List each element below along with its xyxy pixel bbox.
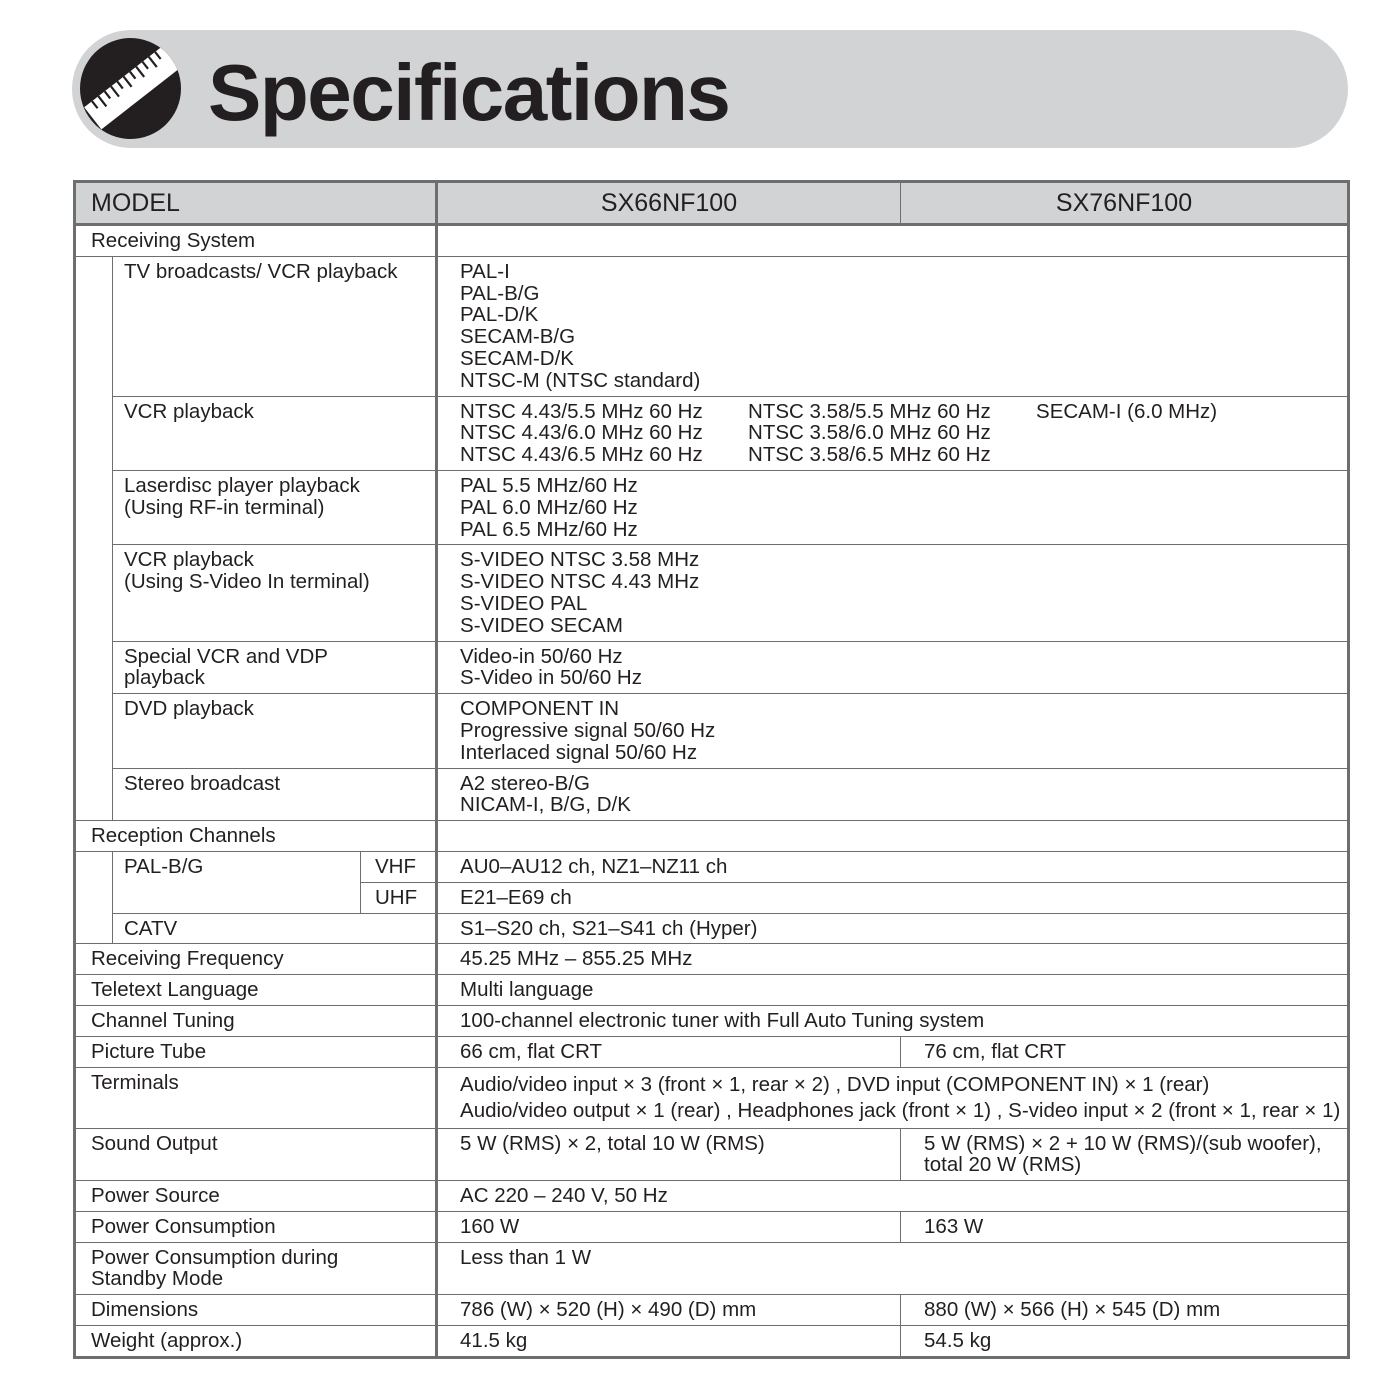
table-row xyxy=(75,1067,1349,1128)
label-line: Special VCR and VDP xyxy=(124,644,328,668)
weight-label: Weight (approx.) xyxy=(75,1326,437,1358)
list-item: NTSC 4.43/6.0 MHz 60 Hz xyxy=(460,421,703,445)
table-row xyxy=(75,396,1349,470)
power-consumption-model1: 160 W xyxy=(437,1211,901,1242)
tv-vcr-label: TV broadcasts/ VCR playback xyxy=(113,256,437,396)
vhf-label: VHF xyxy=(361,851,437,882)
table-row xyxy=(75,225,1349,257)
label-line: Laserdisc player playback xyxy=(124,473,360,497)
teletext-value: Multi language xyxy=(437,975,1349,1006)
special-vcr-label xyxy=(113,641,437,694)
stereo-broadcast-value xyxy=(437,768,1349,821)
spec-table xyxy=(73,180,1350,1359)
power-source-value: AC 220 – 240 V, 50 Hz xyxy=(437,1181,1349,1212)
list-item: Audio/video input × 3 (front × 1, rear × 2) , DVD input (COMPONENT IN) × 1 (rear) xyxy=(460,1072,1210,1096)
list-item: S-VIDEO SECAM xyxy=(460,613,623,637)
table-row xyxy=(75,851,1349,882)
list-item: PAL 6.0 MHz/60 Hz xyxy=(460,495,638,519)
list-item: Video-in 50/60 Hz xyxy=(460,644,623,668)
special-vcr-value xyxy=(437,641,1349,694)
list-item: PAL-B/G xyxy=(460,281,540,305)
table-row xyxy=(75,1128,1349,1181)
list-item: NTSC 4.43/6.5 MHz 60 Hz xyxy=(460,443,703,467)
indent-cell xyxy=(75,851,113,943)
table-row xyxy=(75,1326,1349,1358)
table-row xyxy=(75,256,1349,396)
label-line: Power Consumption during xyxy=(91,1245,339,1269)
list-item: SECAM-D/K xyxy=(460,346,574,370)
model1-header: SX66NF100 xyxy=(437,182,901,225)
label-line: (Using S-Video In terminal) xyxy=(124,570,370,594)
table-row xyxy=(75,1211,1349,1242)
table-row xyxy=(75,1295,1349,1326)
list-item: PAL-I xyxy=(460,259,510,283)
dimensions-model2: 880 (W) × 566 (H) × 545 (D) mm xyxy=(901,1295,1349,1326)
channel-tuning-label: Channel Tuning xyxy=(75,1005,437,1036)
weight-model2: 54.5 kg xyxy=(901,1326,1349,1358)
dimensions-label: Dimensions xyxy=(75,1295,437,1326)
reception-channels-value xyxy=(437,821,1349,852)
table-row xyxy=(75,768,1349,821)
channel-tuning-value: 100-channel electronic tuner with Full Auto Tuning system xyxy=(437,1005,1349,1036)
label-line: VCR playback xyxy=(124,548,254,572)
terminals-label: Terminals xyxy=(75,1067,437,1128)
pal-bg-label: PAL-B/G xyxy=(113,851,361,913)
list-item: COMPONENT IN xyxy=(460,697,620,721)
vhf-value: AU0–AU12 ch, NZ1–NZ11 ch xyxy=(437,851,1349,882)
receiving-system-value xyxy=(437,225,1349,257)
reception-channels-label: Reception Channels xyxy=(75,821,437,852)
power-consumption-model2: 163 W xyxy=(901,1211,1349,1242)
table-row xyxy=(75,694,1349,768)
model2-header: SX76NF100 xyxy=(901,182,1349,225)
tv-vcr-value xyxy=(437,256,1349,396)
power-source-label: Power Source xyxy=(75,1181,437,1212)
list-item: S-Video in 50/60 Hz xyxy=(460,666,642,690)
power-consumption-label: Power Consumption xyxy=(75,1211,437,1242)
table-row xyxy=(75,1242,1349,1295)
list-item: PAL 6.5 MHz/60 Hz xyxy=(460,517,638,541)
list-item: NICAM-I, B/G, D/K xyxy=(460,793,631,817)
table-row xyxy=(75,913,1349,944)
laserdisc-label xyxy=(113,470,437,544)
list-item: SECAM-I (6.0 MHz) xyxy=(1036,399,1218,423)
dimensions-model1: 786 (W) × 520 (H) × 490 (D) mm xyxy=(437,1295,901,1326)
dvd-playback-value xyxy=(437,694,1349,768)
list-item: NTSC-M (NTSC standard) xyxy=(460,368,701,392)
ruler-icon xyxy=(80,38,181,139)
list-item: PAL-D/K xyxy=(460,303,539,327)
indent-cell xyxy=(75,256,113,820)
dvd-playback-label: DVD playback xyxy=(113,694,437,768)
svideo-label xyxy=(113,545,437,641)
table-row xyxy=(75,641,1349,694)
vcr-playback-label: VCR playback xyxy=(113,396,437,470)
receiving-frequency-value: 45.25 MHz – 855.25 MHz xyxy=(437,944,1349,975)
teletext-label: Teletext Language xyxy=(75,975,437,1006)
list-item: S-VIDEO NTSC 3.58 MHz xyxy=(460,548,700,572)
table-row xyxy=(75,975,1349,1006)
table-row xyxy=(75,1005,1349,1036)
catv-label: CATV xyxy=(113,913,437,944)
list-item: Interlaced signal 50/60 Hz xyxy=(460,740,698,764)
uhf-value: E21–E69 ch xyxy=(437,882,1349,913)
table-row xyxy=(75,944,1349,975)
sound-output-label: Sound Output xyxy=(75,1128,437,1181)
sound-output-model1: 5 W (RMS) × 2, total 10 W (RMS) xyxy=(437,1128,901,1181)
list-item: PAL 5.5 MHz/60 Hz xyxy=(460,473,638,497)
list-item: Progressive signal 50/60 Hz xyxy=(460,718,716,742)
label-line: playback xyxy=(124,666,205,690)
model-header: MODEL xyxy=(75,182,437,225)
list-item: NTSC 3.58/5.5 MHz 60 Hz xyxy=(748,399,991,423)
list-item: SECAM-B/G xyxy=(460,325,576,349)
table-row xyxy=(75,1036,1349,1067)
list-item: NTSC 4.43/5.5 MHz 60 Hz xyxy=(460,399,703,423)
table-row xyxy=(75,545,1349,641)
receiving-system-label: Receiving System xyxy=(75,225,437,257)
catv-value: S1–S20 ch, S21–S41 ch (Hyper) xyxy=(437,913,1349,944)
table-header-row xyxy=(75,182,1349,225)
list-item: Audio/video output × 1 (rear) , Headphones jack (front × 1) , S-video input × 2 (front × 1, rear × 1) xyxy=(460,1098,1341,1122)
label-line: (Using RF-in terminal) xyxy=(124,495,325,519)
terminals-value xyxy=(437,1067,1349,1128)
uhf-label: UHF xyxy=(361,882,437,913)
picture-tube-label: Picture Tube xyxy=(75,1036,437,1067)
sound-output-model2 xyxy=(901,1128,1349,1181)
standby-label xyxy=(75,1242,437,1295)
list-item: S-VIDEO NTSC 4.43 MHz xyxy=(460,570,700,594)
laserdisc-value xyxy=(437,470,1349,544)
vcr-playback-value xyxy=(437,396,1349,470)
label-line: Standby Mode xyxy=(91,1267,224,1291)
list-item: A2 stereo-B/G xyxy=(460,771,590,795)
list-item: S-VIDEO PAL xyxy=(460,591,588,615)
table-row xyxy=(75,821,1349,852)
picture-tube-model1: 66 cm, flat CRT xyxy=(437,1036,901,1067)
page-title: Specifications xyxy=(208,48,730,137)
list-item: NTSC 3.58/6.0 MHz 60 Hz xyxy=(748,421,991,445)
table-row xyxy=(75,470,1349,544)
list-item: NTSC 3.58/6.5 MHz 60 Hz xyxy=(748,443,991,467)
list-item: total 20 W (RMS) xyxy=(924,1153,1082,1177)
stereo-broadcast-label: Stereo broadcast xyxy=(113,768,437,821)
svideo-value xyxy=(437,545,1349,641)
table-row xyxy=(75,1181,1349,1212)
picture-tube-model2: 76 cm, flat CRT xyxy=(901,1036,1349,1067)
list-item: 5 W (RMS) × 2 + 10 W (RMS)/(sub woofer), xyxy=(924,1131,1322,1155)
standby-value: Less than 1 W xyxy=(437,1242,1349,1295)
weight-model1: 41.5 kg xyxy=(437,1326,901,1358)
receiving-frequency-label: Receiving Frequency xyxy=(75,944,437,975)
